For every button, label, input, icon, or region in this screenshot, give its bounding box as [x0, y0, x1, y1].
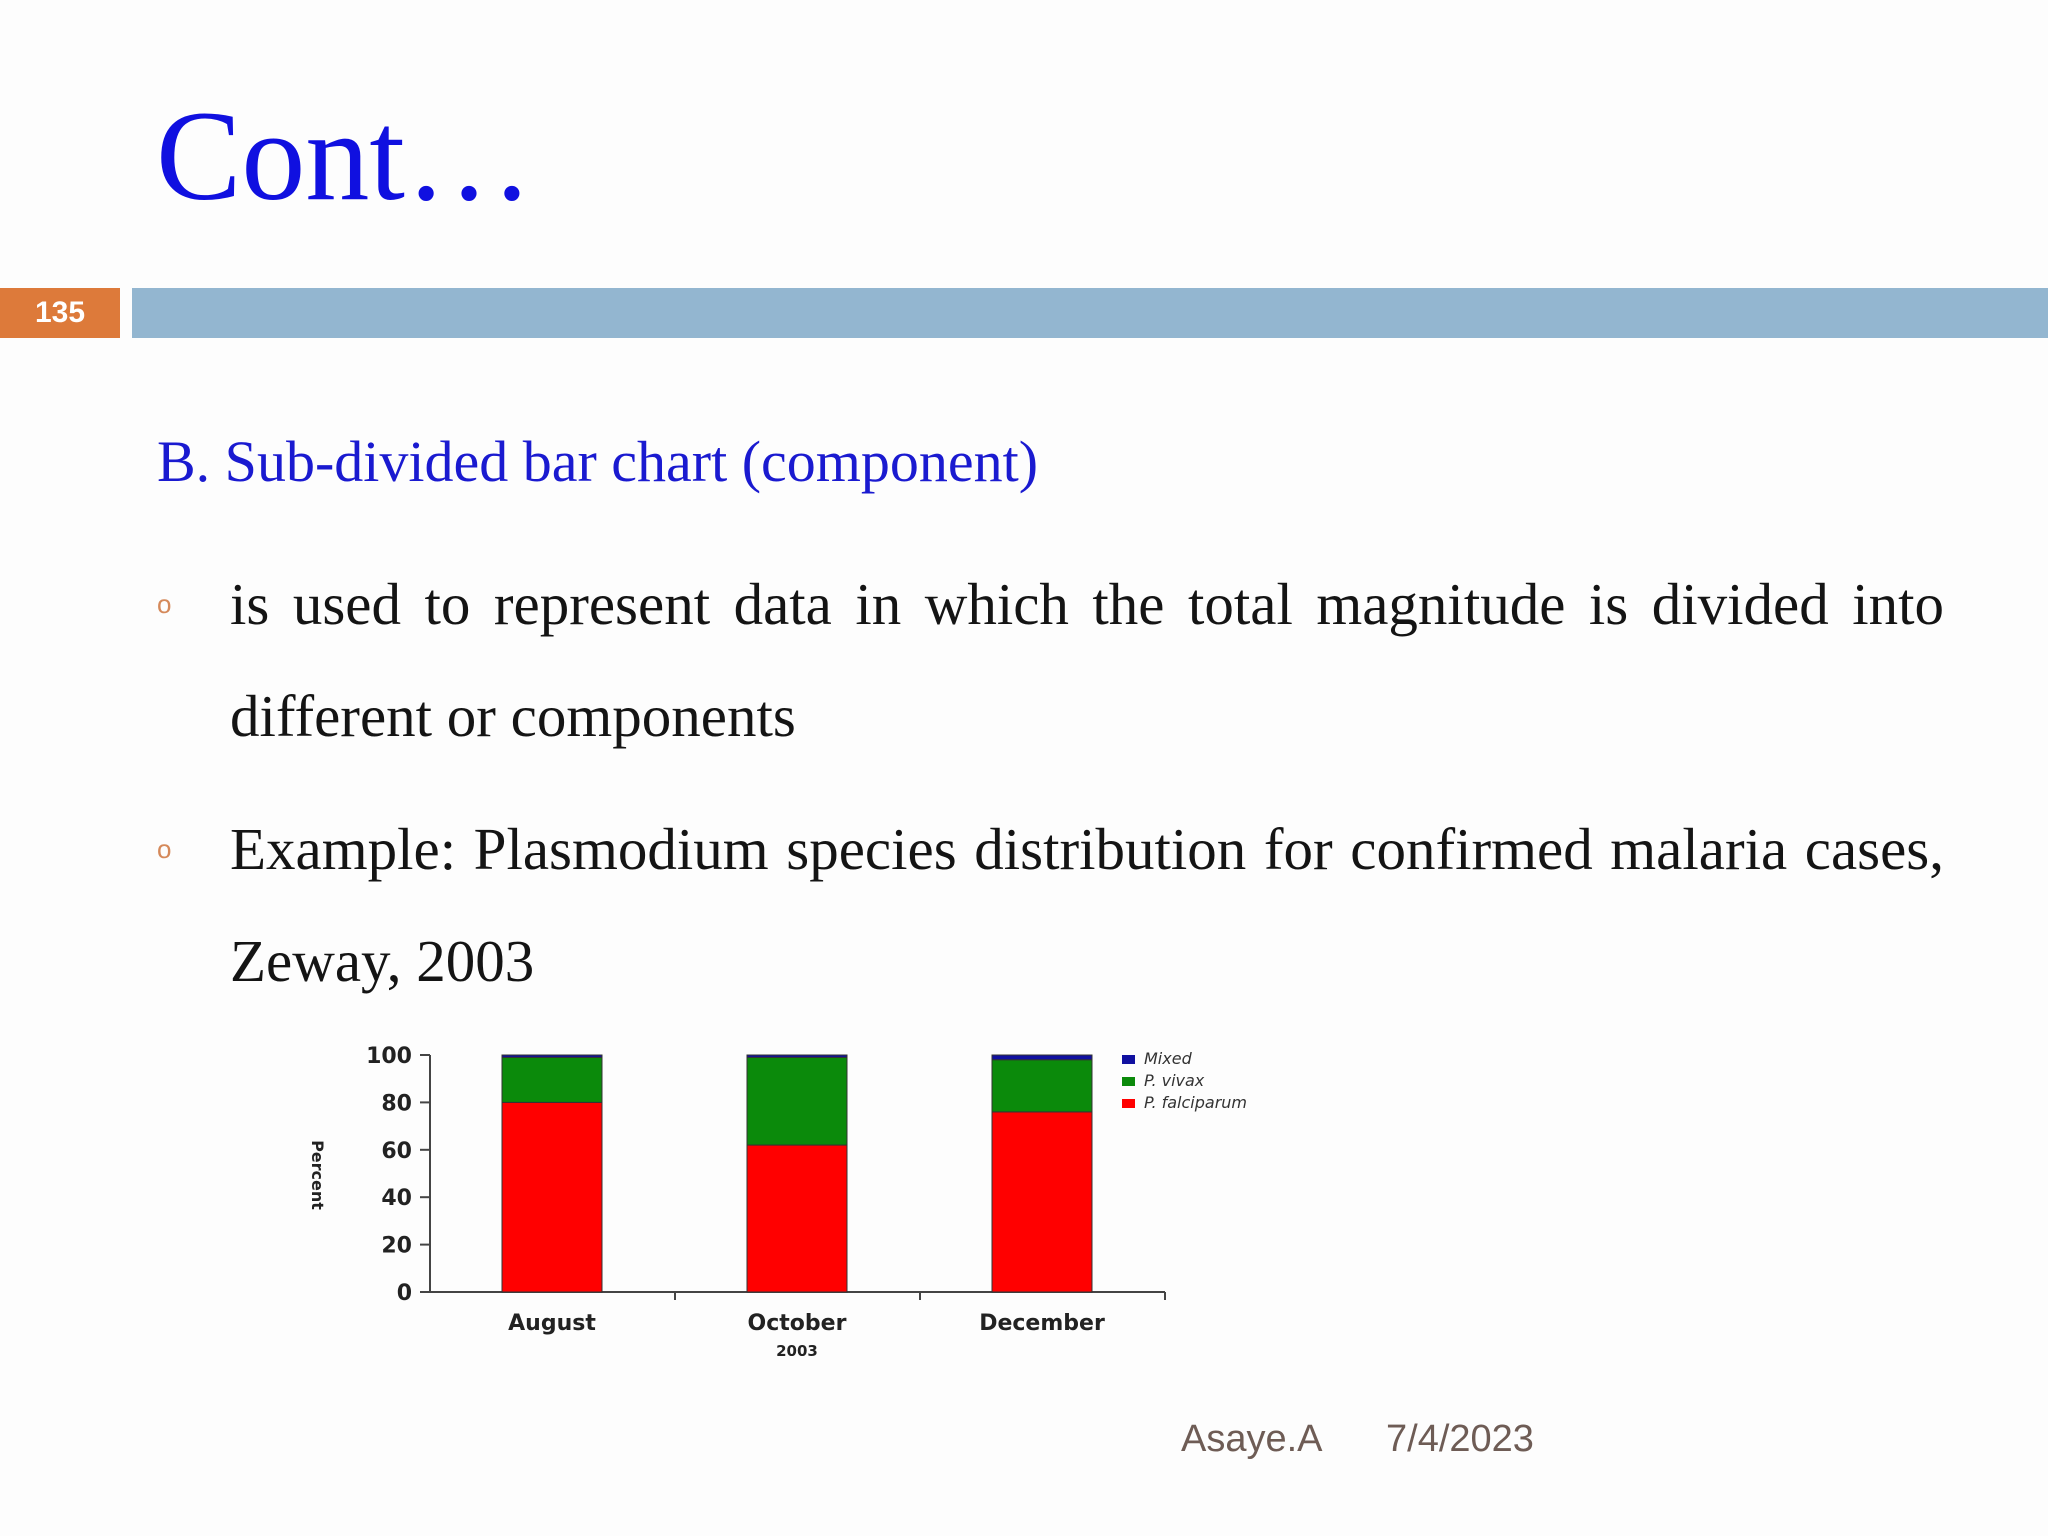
bar-segment	[502, 1057, 602, 1102]
bullet-text: is used to represent data in which the total magnitude is divided into different or components	[230, 571, 1944, 749]
legend-swatch	[1122, 1099, 1135, 1108]
y-tick-label: 40	[381, 1186, 412, 1212]
bar-segment	[992, 1060, 1092, 1112]
bar-segment	[992, 1112, 1092, 1292]
header-divider-bar	[132, 288, 2048, 338]
bullet-marker-icon: o	[157, 834, 172, 864]
legend-swatch	[1122, 1077, 1135, 1086]
footer-date: 7/4/2023	[1386, 1418, 1534, 1460]
slide-number: 135	[0, 288, 120, 338]
bar-segment	[747, 1145, 847, 1292]
y-tick-label: 20	[381, 1233, 412, 1259]
legend-swatch	[1122, 1055, 1135, 1064]
slide-title: Cont…	[156, 85, 533, 227]
stacked-bar-chart	[280, 1030, 1330, 1370]
x-tick-label: December	[979, 1311, 1105, 1336]
y-tick-label: 60	[381, 1138, 412, 1164]
y-tick-label: 0	[396, 1281, 412, 1306]
x-tick-label: October	[747, 1311, 847, 1336]
bullet-marker-icon: o	[157, 589, 172, 619]
x-axis-label: 2003	[776, 1342, 818, 1360]
x-tick-label: August	[508, 1311, 596, 1336]
bullet-item	[157, 793, 1944, 1017]
y-tick-label: 100	[366, 1044, 412, 1069]
bar-segment	[992, 1055, 1092, 1060]
legend-label: P. vivax	[1144, 1071, 1205, 1090]
bar-segment	[502, 1055, 602, 1057]
bar-segment	[747, 1057, 847, 1145]
bar-segment	[747, 1055, 847, 1057]
footer-author: Asaye.A	[1181, 1418, 1323, 1460]
y-tick-label: 80	[381, 1091, 412, 1117]
legend-label: Mixed	[1144, 1049, 1192, 1068]
bullet-text: Example: Plasmodium species distribution for confirmed malaria cases, Zeway, 2003	[230, 816, 1944, 994]
subheading: B. Sub-divided bar chart (component)	[157, 429, 1039, 494]
y-axis-label: Percent	[308, 1140, 327, 1210]
legend-label: P. falciparum	[1144, 1093, 1248, 1112]
bar-segment	[502, 1102, 602, 1292]
bullet-item	[157, 548, 1944, 772]
